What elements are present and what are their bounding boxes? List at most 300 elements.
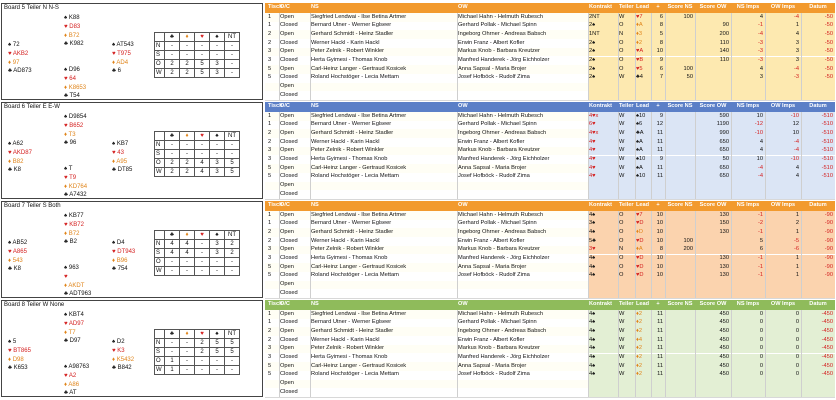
cell: 0 xyxy=(795,371,799,378)
header-label: OW xyxy=(458,301,468,307)
dd-cell: NT xyxy=(225,33,240,42)
cell: 5 xyxy=(268,74,272,81)
cell: 6 xyxy=(659,13,663,20)
header-label: Lead xyxy=(636,103,650,109)
cell: Closed xyxy=(280,371,298,378)
cell: Open xyxy=(280,147,294,154)
cell: 450 xyxy=(719,327,729,334)
col-divider xyxy=(695,310,696,397)
cell: 0 xyxy=(759,336,763,343)
header-label: Teiler xyxy=(619,4,634,10)
cell: 1 xyxy=(268,13,272,20)
dd-cell: - xyxy=(180,267,195,276)
header-label: Datum xyxy=(809,103,827,109)
double-dummy-table xyxy=(154,230,240,276)
dd-cell: 2 xyxy=(165,60,180,69)
cell: -2 xyxy=(757,220,763,227)
result-row xyxy=(265,362,835,371)
header-label: Score OW xyxy=(699,202,727,208)
row-bg xyxy=(588,281,835,290)
cell: -450 xyxy=(821,354,833,360)
cell: ♠10 xyxy=(636,173,646,180)
header-label: Datum xyxy=(809,4,827,10)
cell: -3 xyxy=(757,39,763,46)
col-divider xyxy=(635,310,636,397)
cell: Herta Gyimesi - Thomas Knob xyxy=(311,354,388,360)
dd-cell xyxy=(155,132,165,141)
dd-cell: - xyxy=(225,150,240,159)
cell: 9 xyxy=(659,57,663,63)
dd-row xyxy=(155,357,240,366)
dd-cell: - xyxy=(180,357,195,366)
cell: W xyxy=(619,112,625,119)
dd-cell: N xyxy=(155,339,165,348)
suit-holding: ♦ AD4 xyxy=(112,59,129,66)
dd-cell: - xyxy=(225,69,240,78)
cell: Markus Knob - Barbara Kreutzer xyxy=(458,246,540,253)
cell: 4 xyxy=(795,173,799,180)
cell: O xyxy=(619,272,624,279)
cell: 11 xyxy=(657,327,663,334)
cell: 12 xyxy=(656,121,663,128)
result-row xyxy=(265,211,835,220)
cell: 1 xyxy=(268,211,272,218)
header-label: + xyxy=(656,103,660,109)
col-divider xyxy=(588,211,589,298)
cell: ♥D xyxy=(636,220,644,227)
cell: 4♠ xyxy=(589,272,596,279)
dd-cell: - xyxy=(210,150,225,159)
dd-cell: ♥ xyxy=(195,231,210,240)
cell: 12 xyxy=(792,121,799,128)
cell: Gerhard Schmidt - Heinz Stadler xyxy=(311,30,394,37)
dd-cell: - xyxy=(210,357,225,366)
cell: 1 xyxy=(795,228,799,235)
suit-holding: ♣ K982 xyxy=(64,41,84,48)
cell: Closed xyxy=(280,319,298,326)
cell: 11 xyxy=(657,345,663,352)
cell: -12 xyxy=(754,121,763,128)
cell: 5 xyxy=(268,371,272,378)
cell: 650 xyxy=(719,147,729,154)
cell: Closed xyxy=(280,220,298,227)
result-row xyxy=(265,147,835,156)
cell: 1NT xyxy=(589,30,600,37)
dd-cell: N xyxy=(155,42,165,51)
cell: 650 xyxy=(719,138,729,145)
dd-cell: 1 xyxy=(165,357,180,366)
cell: 2 xyxy=(268,336,272,343)
header-label: NS xyxy=(311,4,319,10)
cell: 3 xyxy=(795,57,799,63)
cell: -4 xyxy=(757,164,763,171)
cell: O xyxy=(619,263,624,270)
dd-cell: - xyxy=(195,42,210,51)
dd-cell: 5 xyxy=(225,159,240,168)
cell: Werner Hackl - Karin Hackl xyxy=(311,39,380,46)
row-bg xyxy=(265,289,588,298)
dd-cell: - xyxy=(180,150,195,159)
cell: 8 xyxy=(659,246,663,253)
header-label: Teiler xyxy=(619,301,634,307)
cell: Markus Knob - Barbara Kreutzer xyxy=(458,147,540,154)
header-label: Datum xyxy=(809,202,827,208)
dd-cell: - xyxy=(180,366,195,375)
result-row xyxy=(265,39,835,48)
row-bg xyxy=(265,83,588,92)
row-bg xyxy=(265,190,588,199)
header-label: O/C xyxy=(280,202,290,208)
header-label: Score OW xyxy=(699,301,727,307)
dd-cell: 5 xyxy=(225,339,240,348)
dd-cell: 3 xyxy=(210,168,225,177)
result-row xyxy=(265,190,835,199)
cell: ♠A xyxy=(636,164,643,171)
result-row xyxy=(265,371,835,380)
suit-holding: ♥ B652 xyxy=(64,122,84,129)
dd-cell: - xyxy=(165,51,180,60)
cell: 4♠ xyxy=(589,228,596,235)
dd-cell: - xyxy=(225,258,240,267)
cell: 8 xyxy=(659,39,663,46)
double-dummy-table xyxy=(154,32,240,78)
cell: -450 xyxy=(821,327,833,334)
cell: Manfred Handerek - Jörg Eichholzer xyxy=(458,354,550,360)
cell: Closed xyxy=(280,388,298,395)
suit-holding: ♥ BT865 xyxy=(8,347,31,354)
col-divider xyxy=(695,13,696,100)
row-bg xyxy=(265,182,588,191)
dd-cell: 2 xyxy=(165,69,180,78)
cell: W xyxy=(619,319,625,326)
row-bg xyxy=(588,83,835,92)
cell: O xyxy=(619,57,624,63)
cell: 4 xyxy=(759,13,763,20)
cell: Closed xyxy=(280,156,298,162)
cell: Peter Zelnik - Robert Winkler xyxy=(311,147,385,154)
dd-cell: - xyxy=(195,150,210,159)
cell: 4♠ xyxy=(589,336,596,343)
dd-cell xyxy=(155,231,165,240)
col-divider xyxy=(651,211,652,298)
cell: 140 xyxy=(719,48,729,55)
dd-cell: 5 xyxy=(210,348,225,357)
suit-holding: ♠ AT543 xyxy=(112,42,134,48)
cell: W xyxy=(619,310,625,317)
dd-cell: 1 xyxy=(165,366,180,375)
cell: ♥5 xyxy=(636,65,643,72)
cell: Roland Hochstöger - Lecia Mettam xyxy=(311,74,399,81)
cell: W xyxy=(619,164,625,171)
suit-holding: ♠ D4 xyxy=(112,240,125,246)
col-divider xyxy=(588,13,589,100)
cell: -10 xyxy=(790,112,799,119)
header-label: Kontrakt xyxy=(589,301,612,307)
col-divider xyxy=(731,13,732,100)
cell: ♦2 xyxy=(636,362,643,369)
cell: 2♠ xyxy=(589,57,596,63)
col-divider xyxy=(279,310,280,397)
dd-cell: S xyxy=(155,150,165,159)
dd-cell: - xyxy=(180,141,195,150)
suit-holding: ♠ A62 xyxy=(8,141,24,147)
dd-cell: ♥ xyxy=(195,330,210,339)
suit-holding: ♦ A95 xyxy=(112,158,128,165)
cell: W xyxy=(619,13,625,20)
result-row xyxy=(265,289,835,298)
cell: Gerhard Pollak - Michael Spinn xyxy=(458,22,537,29)
cell: 10 xyxy=(656,228,663,235)
cell: ♣A xyxy=(636,129,644,136)
cell: Closed xyxy=(280,22,298,29)
cell: ♠6 xyxy=(636,121,643,128)
cell: W xyxy=(619,74,625,81)
col-divider xyxy=(588,112,589,199)
hand-west xyxy=(8,41,32,76)
suit-holding: ♦ B72 xyxy=(64,230,80,237)
cell: N xyxy=(619,30,624,37)
cell: Siegfried Lendwai - Ilse Betina Artmer xyxy=(311,112,407,119)
col-divider xyxy=(665,13,666,100)
cell: -3 xyxy=(793,74,799,81)
suit-holding: ♠ KB77 xyxy=(64,213,84,219)
suit-holding: ♦ T7 xyxy=(64,329,76,336)
cell: Siegfried Lendwai - Ilse Betina Artmer xyxy=(311,211,407,218)
suit-holding: ♦ KD764 xyxy=(64,183,88,190)
cell: Werner Hackl - Karin Hackl xyxy=(311,336,380,343)
results-header xyxy=(265,300,835,310)
cell: 10 xyxy=(656,220,663,227)
cell: -510 xyxy=(821,147,833,154)
suit-holding: ♣ DT85 xyxy=(112,167,133,174)
cell: Anna Sapsal - Maria Brojer xyxy=(458,65,527,72)
header-label: OW Imps xyxy=(770,103,796,109)
cell: 1 xyxy=(795,211,799,218)
cell: 2♠ xyxy=(589,65,596,72)
cell: Herta Gyimesi - Thomas Knob xyxy=(311,57,388,63)
suit-holding: ♥ xyxy=(64,273,68,280)
cell: -3 xyxy=(757,57,763,63)
result-row xyxy=(265,345,835,354)
result-row xyxy=(265,30,835,39)
dd-cell: 2 xyxy=(225,240,240,249)
result-row xyxy=(265,246,835,255)
header-label: Score NS xyxy=(667,103,693,109)
cell: -1 xyxy=(757,22,763,29)
col-divider xyxy=(731,310,732,397)
cell: 3 xyxy=(268,255,272,261)
cell: 10 xyxy=(656,272,663,279)
results-header xyxy=(265,3,835,13)
dd-cell: - xyxy=(195,240,210,249)
double-dummy-table xyxy=(154,329,240,375)
col-divider xyxy=(618,211,619,298)
header-label: Datum xyxy=(809,301,827,307)
cell: 2 xyxy=(268,138,272,145)
cell: 200 xyxy=(683,246,693,253)
result-row xyxy=(265,48,835,57)
cell: Open xyxy=(280,13,294,20)
cell: 450 xyxy=(719,354,729,360)
row-bg xyxy=(588,380,835,389)
dd-cell: W xyxy=(155,69,165,78)
cell: 11 xyxy=(657,147,663,154)
dd-cell: - xyxy=(225,141,240,150)
dd-cell: O xyxy=(155,357,165,366)
cell: 5 xyxy=(268,173,272,180)
cell: W xyxy=(619,138,625,145)
cell: Carl-Heinz Langer - Gertraud Kosicek xyxy=(311,164,407,171)
cell: ♥D xyxy=(636,255,644,261)
dd-cell: ♠ xyxy=(210,132,225,141)
cell: 4♥x xyxy=(589,129,599,136)
col-divider xyxy=(635,211,636,298)
dd-cell: 5 xyxy=(210,339,225,348)
cell: Michael Hahn - Helmuth Rubesch xyxy=(458,13,544,20)
cell: -5 xyxy=(793,237,799,244)
dd-cell: - xyxy=(180,258,195,267)
suit-holding: ♥ DT943 xyxy=(112,248,136,255)
cell: 3 xyxy=(759,74,763,81)
dd-cell: 2 xyxy=(180,168,195,177)
dd-cell: - xyxy=(165,267,180,276)
col-divider xyxy=(665,310,666,397)
cell: O xyxy=(619,48,624,55)
cell: Peter Zelnik - Robert Winkler xyxy=(311,246,385,253)
cell: ♠A xyxy=(636,138,643,145)
dd-cell: 2 xyxy=(195,339,210,348)
cell: 11 xyxy=(657,138,663,145)
cell: 4♠ xyxy=(589,310,596,317)
cell: Carl-Heinz Langer - Gertraud Kosicek xyxy=(311,65,407,72)
col-divider xyxy=(588,310,589,397)
suit-holding: ♣ B842 xyxy=(112,365,132,372)
cell: 4♠ xyxy=(589,211,596,218)
board-title: Board 5 Teiler N N-S xyxy=(4,5,59,11)
hand-east xyxy=(112,140,132,175)
cell: Michael Hahn - Helmuth Rubesch xyxy=(458,211,544,218)
dd-row xyxy=(155,69,240,78)
cell: Open xyxy=(280,310,294,317)
cell: W xyxy=(619,354,625,360)
cell: 100 xyxy=(683,237,693,244)
dd-cell: - xyxy=(195,51,210,60)
result-row xyxy=(265,83,835,92)
col-divider xyxy=(457,112,458,199)
cell: 100 xyxy=(683,65,693,72)
cell: Closed xyxy=(280,190,298,197)
cell: 0 xyxy=(795,336,799,343)
header-label: NS xyxy=(311,103,319,109)
cell: Open xyxy=(280,164,294,171)
dd-cell: - xyxy=(165,348,180,357)
cell: 1 xyxy=(268,22,272,29)
cell: -4 xyxy=(793,13,799,20)
suit-holding: ♣ K8 xyxy=(8,167,21,174)
header-label: + xyxy=(656,301,660,307)
col-divider xyxy=(279,211,280,298)
cell: 650 xyxy=(719,173,729,180)
cell: W xyxy=(619,173,625,180)
dd-row xyxy=(155,348,240,357)
cell: Roland Hochstöger - Lecia Mettam xyxy=(311,272,399,279)
dd-cell: 2 xyxy=(180,159,195,168)
cell: 0 xyxy=(795,354,799,360)
col-divider xyxy=(765,211,766,298)
suit-holding: ♣ AT xyxy=(64,390,77,397)
cell: 4♠ xyxy=(589,371,596,378)
cell: -1 xyxy=(757,211,763,218)
cell: O xyxy=(619,255,624,261)
suit-holding: ♣ T54 xyxy=(64,93,80,100)
suit-holding: ♥ A865 xyxy=(8,248,27,255)
hand-west xyxy=(8,338,31,373)
dd-cell: 4 xyxy=(180,249,195,258)
cell: 2♠ xyxy=(589,22,596,29)
suit-holding: ♦ B96 xyxy=(112,257,128,264)
dd-cell: 3 xyxy=(210,60,225,69)
dd-cell: NT xyxy=(225,330,240,339)
header-label: Tisch xyxy=(268,202,283,208)
cell: 11 xyxy=(657,362,663,369)
cell: 4 xyxy=(759,138,763,145)
cell: 5 xyxy=(268,362,272,369)
cell: -4 xyxy=(793,65,799,72)
cell: 1 xyxy=(268,121,272,128)
cell: 5 xyxy=(759,237,763,244)
result-row xyxy=(265,182,835,191)
header-label: Teiler xyxy=(619,202,634,208)
cell: 4 xyxy=(795,30,799,37)
cell: Open xyxy=(280,345,294,352)
header-label: OW Imps xyxy=(770,301,796,307)
cell: Closed xyxy=(280,121,298,128)
cell: Open xyxy=(280,263,294,270)
result-row xyxy=(265,228,835,237)
dd-row xyxy=(155,42,240,51)
dd-cell: 3 xyxy=(210,69,225,78)
cell: -4 xyxy=(793,138,799,145)
cell: 0 xyxy=(759,362,763,369)
cell: O xyxy=(619,220,624,227)
cell: 10 xyxy=(656,211,663,218)
col-divider xyxy=(801,310,802,397)
header-label: NS xyxy=(311,202,319,208)
dd-cell: 2 xyxy=(225,249,240,258)
cell: -90 xyxy=(824,246,833,253)
dd-cell: 2 xyxy=(180,69,195,78)
cell: Markus Knob - Barbara Kreutzer xyxy=(458,345,540,352)
cell: -4 xyxy=(757,173,763,180)
suit-holding: ♣ ADT963 xyxy=(64,291,92,298)
cell: O xyxy=(619,211,624,218)
cell: ♦2 xyxy=(636,345,643,352)
cell: ♠10 xyxy=(636,156,646,162)
cell: W xyxy=(619,327,625,334)
dd-cell: 2 xyxy=(195,348,210,357)
dd-cell: - xyxy=(180,42,195,51)
suit-holding: ♣ 96 xyxy=(64,140,77,147)
dd-cell: - xyxy=(210,42,225,51)
cell: -450 xyxy=(821,336,833,343)
cell: 6 xyxy=(759,246,763,253)
dd-cell xyxy=(155,330,165,339)
cell: 1 xyxy=(268,310,272,317)
cell: 50 xyxy=(722,156,729,162)
header-label: Tisch xyxy=(268,103,283,109)
dd-cell: ♦ xyxy=(180,132,195,141)
cell: W xyxy=(619,336,625,343)
